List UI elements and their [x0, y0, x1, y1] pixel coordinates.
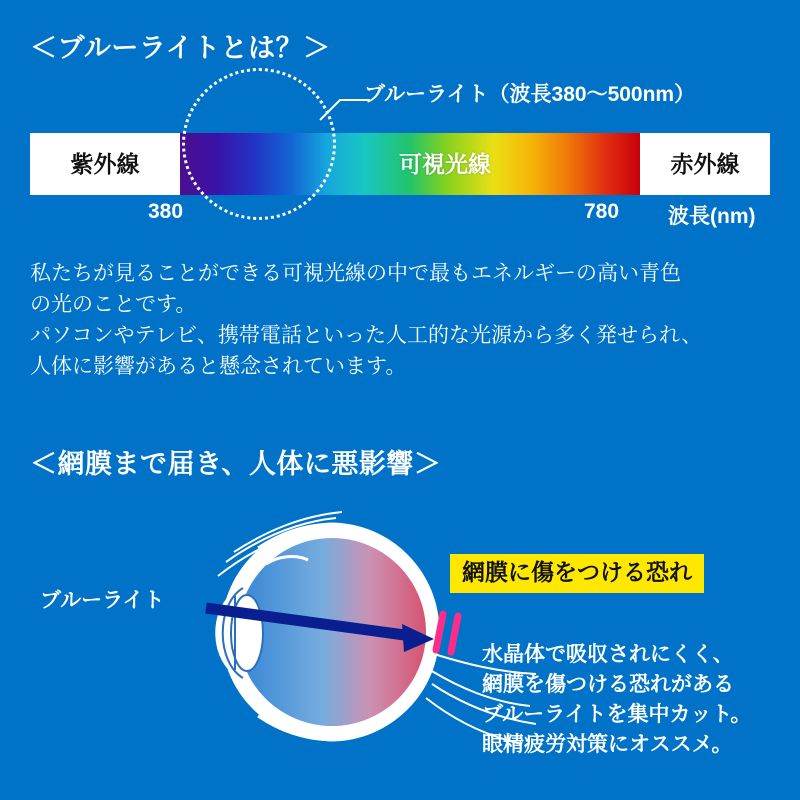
spectrum-diagram	[30, 133, 770, 195]
wavelength-axis-label: 波長(nm)	[668, 205, 756, 228]
bluelight-arrow-label: ブルーライト	[40, 589, 165, 612]
eye-diagram	[30, 492, 770, 782]
retina-damage-badge: 網膜に傷をつける恐れ	[450, 554, 704, 593]
bluelight-highlight-ellipse	[182, 68, 336, 220]
body-paragraphs	[30, 258, 770, 382]
desc-line-2: 網膜を傷つける恐れがある	[482, 673, 734, 696]
body-line-3: パソコンやテレビ、携帯電話といった人工的な光源から多く発せられ、	[30, 324, 703, 347]
product-description	[482, 640, 782, 760]
desc-line-3: ブルーライトを集中カット。	[482, 703, 752, 726]
desc-line-4: 眼精疲労対策にオススメ。	[482, 733, 733, 756]
section-heading-2: ＜網膜まで届き、人体に悪影響＞	[30, 449, 442, 479]
section-heading-1: ＜ブルーライトとは？＞	[30, 33, 331, 63]
retina-damage-marks	[436, 614, 458, 652]
body-line-1: 私たちが見ることができる可視光線の中で最もエネルギーの高い青色	[30, 262, 681, 285]
wavelength-tick-380: 380	[148, 200, 184, 223]
body-line-4: 人体に影響があると懸念されています。	[30, 355, 407, 378]
uv-label: 紫外線	[70, 151, 140, 177]
ir-label: 赤外線	[670, 151, 740, 177]
spectrum-bar	[30, 133, 770, 195]
visible-light-label: 可視光線	[399, 151, 491, 177]
desc-line-1: 水晶体で吸収されにくく、	[482, 643, 734, 666]
wavelength-tick-780: 780	[584, 200, 620, 223]
callout-leader-line	[318, 96, 370, 122]
body-line-2: の光のことです。	[30, 293, 197, 316]
bluelight-callout-label: ブルーライト（波長380〜500nm）	[364, 83, 696, 106]
